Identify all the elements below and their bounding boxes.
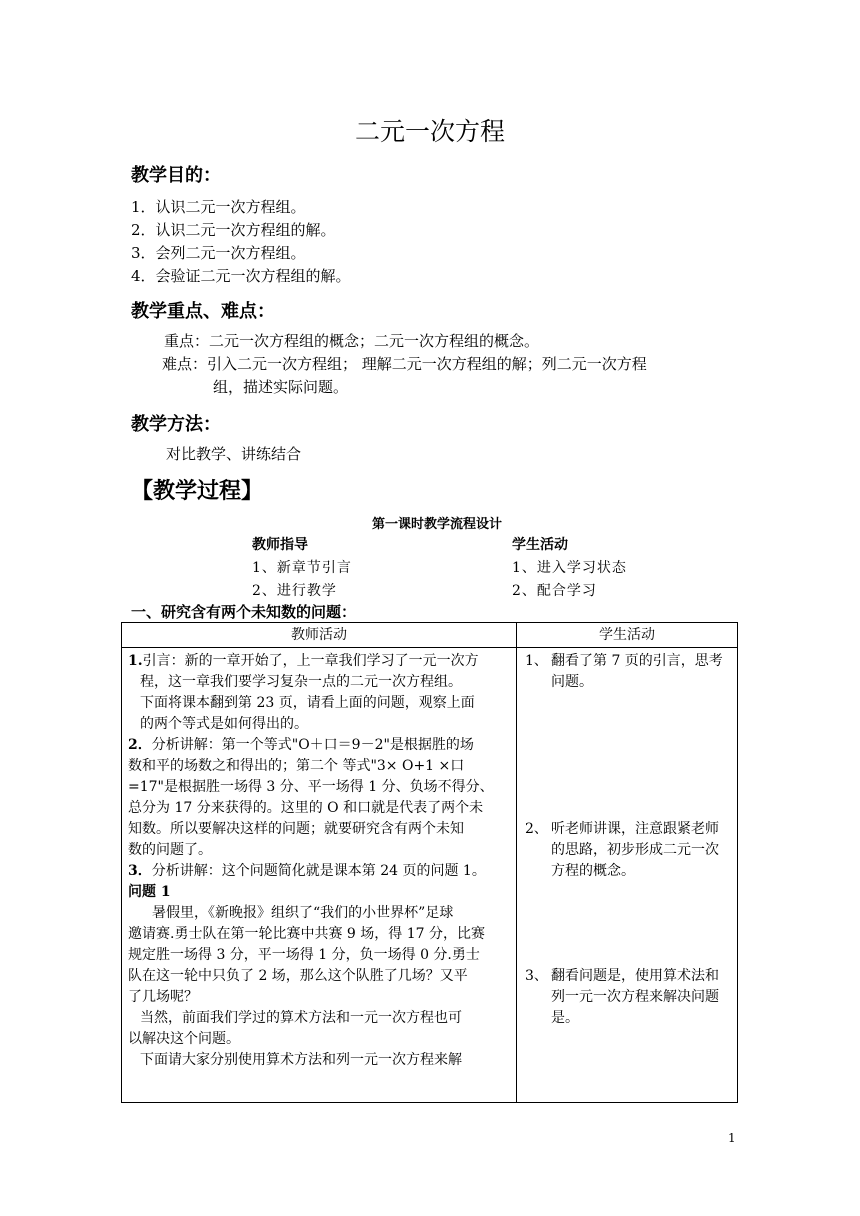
student-step-text: 方程的概念。 [551, 863, 635, 879]
student-step-text: 翻看问题是，使用算术法和 [551, 968, 719, 984]
paragraph-text: 数和平的场数之和得出的；第二个 等式"3× O+1 ×口 [128, 758, 465, 774]
difficulty-text-line2: 组，描述实际问题。 [213, 378, 349, 396]
paragraph-text: 下面将课本翻到第 23 页，请看上面的问题，观察上面 [140, 695, 475, 711]
goal-item: 2．认识二元一次方程组的解。 [131, 221, 336, 239]
teacher-column-header: 教师活动 [122, 623, 517, 648]
paragraph-text: 邀请赛.勇士队在第一轮比赛中共赛 9 场，得 17 分，比赛 [128, 926, 485, 942]
paragraph-text: 程，这一章我们要学习复杂一点的二元一次方程组。 [140, 674, 462, 690]
paragraph-text: 分析讲解：这个问题简化就是课本第 24 页的问题 1。 [151, 863, 486, 879]
flow-teacher-item: 1、新章节引言 [252, 560, 352, 576]
student-step-text: 列一元一次方程来解决问题 [551, 989, 719, 1005]
keypoints-heading: 教学重点、难点： [131, 301, 275, 322]
step-number: 1、 [525, 653, 548, 669]
paragraph-text: =17"是根据胜一场得 3 分、平一场得 1 分、负场不得分、 [128, 779, 494, 795]
paragraph-text: 数的问题了。 [128, 842, 212, 858]
table-row [122, 648, 738, 1103]
paragraph-text: 引言：新的一章开始了，上一章我们学习了一元一次方 [142, 653, 479, 669]
flow-student-item: 1、进入学习状态 [512, 560, 627, 576]
paragraph-text: 了几场呢？ [128, 989, 198, 1005]
student-step-text: 是。 [551, 1010, 579, 1026]
method-heading: 教学方法： [131, 414, 221, 435]
document-title: 二元一次方程 [354, 117, 505, 146]
flow-student-item: 2、配合学习 [512, 583, 597, 599]
process-heading: 【教学过程】 [131, 479, 264, 504]
student-step [525, 651, 731, 693]
section1-heading: 一、研究含有两个未知数的问题： [131, 603, 357, 621]
paragraph-text: 规定胜一场得 3 分，平一场得 1 分，负一场得 0 分.勇士 [128, 947, 480, 963]
paragraph-text: 以解决这个问题。 [128, 1031, 240, 1047]
goal-item: 1．认识二元一次方程组。 [131, 198, 306, 216]
paragraph-text: 知数。所以要解决这样的问题；就要研究含有两个未知 [128, 821, 464, 837]
goals-heading: 教学目的： [131, 165, 221, 186]
student-step-text: 的思路，初步形成二元一次 [551, 842, 719, 858]
student-step-text: 听老师讲课，注意跟紧老师 [551, 821, 719, 837]
paragraph-text: 暑假里，《新晚报》组织了“我们的小世界杯”足球 [152, 905, 454, 921]
teacher-activity-cell [122, 648, 517, 1103]
paragraph-text: 队在这一轮中只负了 2 场，那么这个队胜了几场？又平 [128, 968, 468, 984]
goal-item: 4．会验证二元一次方程组的解。 [131, 267, 351, 285]
focus-text: 重点：二元一次方程组的概念；二元一次方程组的概念。 [164, 332, 540, 350]
step-number: 2、 [525, 821, 548, 837]
flow-teacher-item: 2、进行教学 [252, 583, 337, 599]
table-header-row [122, 623, 738, 648]
flow-title: 第一课时教学流程设计 [372, 517, 503, 532]
paragraph-text: 总分为 17 分来获得的。这里的 O 和口就是代表了两个未 [128, 800, 484, 816]
step-number: 1. [128, 653, 143, 669]
paragraph-text: 当然，前面我们学过的算术方法和一元一次方程也可 [140, 1010, 462, 1026]
student-activity-cell [517, 648, 738, 1103]
difficulty-text-line1: 难点：引入二元一次方程组； 理解二元一次方程组的解；列二元一次方程 [162, 355, 647, 373]
flow-student-heading: 学生活动 [512, 537, 568, 553]
goal-item: 3．会列二元一次方程组。 [131, 244, 306, 262]
method-text: 对比教学、讲练结合 [166, 445, 302, 463]
paragraph-text: 下面请大家分别使用算术方法和列一元一次方程来解 [140, 1052, 462, 1068]
activity-table [121, 622, 738, 1103]
flow-teacher-heading: 教师指导 [252, 537, 308, 553]
problem-label: 问题 1 [128, 884, 171, 900]
paragraph-text: 的两个等式是如何得出的。 [140, 716, 308, 732]
student-step [525, 819, 731, 882]
step-number: 2． [128, 737, 152, 753]
student-step [525, 966, 731, 1029]
student-step-text: 翻看了第 7 页的引言，思考 [551, 653, 723, 669]
page-number: 1 [728, 1131, 736, 1145]
student-step-text: 问题。 [551, 674, 593, 690]
student-column-header: 学生活动 [517, 623, 738, 648]
step-number: 3． [128, 863, 152, 879]
paragraph-text: 分析讲解：第一个等式"O＋口＝9－2"是根据胜的场 [151, 737, 474, 753]
step-number: 3、 [525, 968, 548, 984]
